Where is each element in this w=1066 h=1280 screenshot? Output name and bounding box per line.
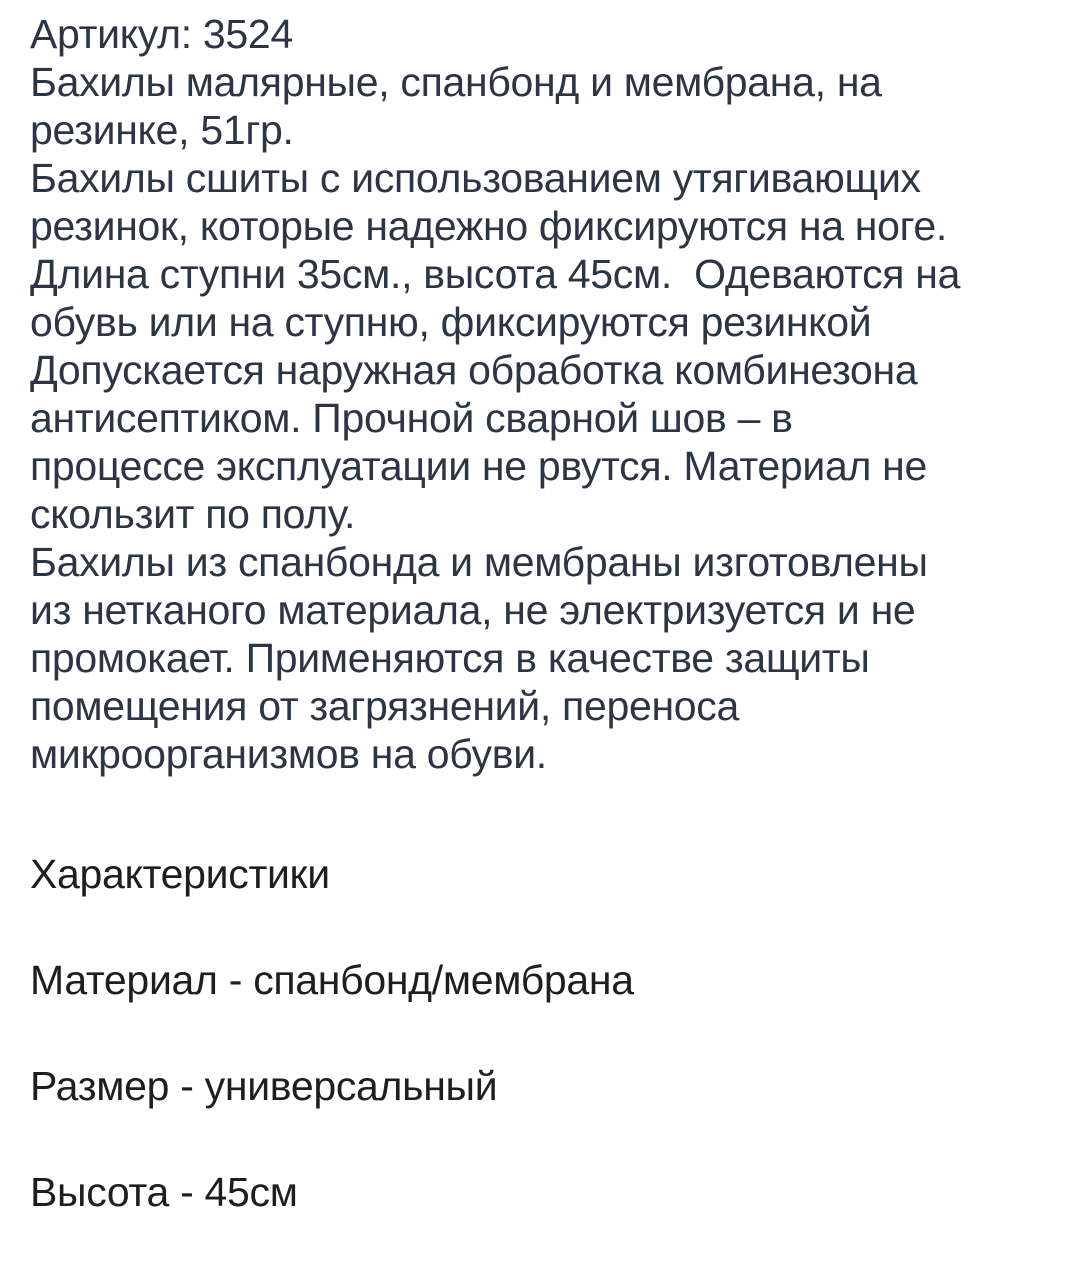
specs-list <box>30 956 1042 1216</box>
description-line: Бахилы малярные, спанбонд и мембрана, на <box>30 59 882 105</box>
product-description-text <box>30 10 1042 778</box>
description-line: Допускается наружная обработка комбинезона <box>30 347 918 393</box>
description-line: промокает. Применяются в качестве защиты <box>30 635 870 681</box>
description-line: обувь или на ступню, фиксируются резинкой <box>30 299 872 345</box>
description-line: из нетканого материала, не электризуется и не <box>30 587 916 633</box>
description-line: процессе эксплуатации не рвутся. Материал не <box>30 443 928 489</box>
spec-item: Размер - универсальный <box>30 1063 498 1109</box>
description-line: резинке, 51гр. <box>30 107 294 153</box>
description-line: микроорганизмов на обуви. <box>30 731 547 777</box>
description-line: Бахилы из спанбонда и мембраны изготовлены <box>30 539 928 585</box>
spec-item: Материал - спанбонд/мембрана <box>30 957 634 1003</box>
description-line: Бахилы сшиты с использованием утягивающих <box>30 155 921 201</box>
specs-heading: Характеристики <box>30 851 330 897</box>
description-line: помещения от загрязнений, переноса <box>30 683 740 729</box>
description-line: Артикул: 3524 <box>30 11 293 57</box>
description-line: скользит по полу. <box>30 491 356 537</box>
description-line: резинок, которые надежно фиксируются на ноге. <box>30 203 947 249</box>
description-line: Длина ступни 35см., высота 45см. Одеваются на <box>30 251 961 297</box>
spec-item: Высота - 45см <box>30 1169 298 1215</box>
description-line: антисептиком. Прочной сварной шов – в <box>30 395 793 441</box>
